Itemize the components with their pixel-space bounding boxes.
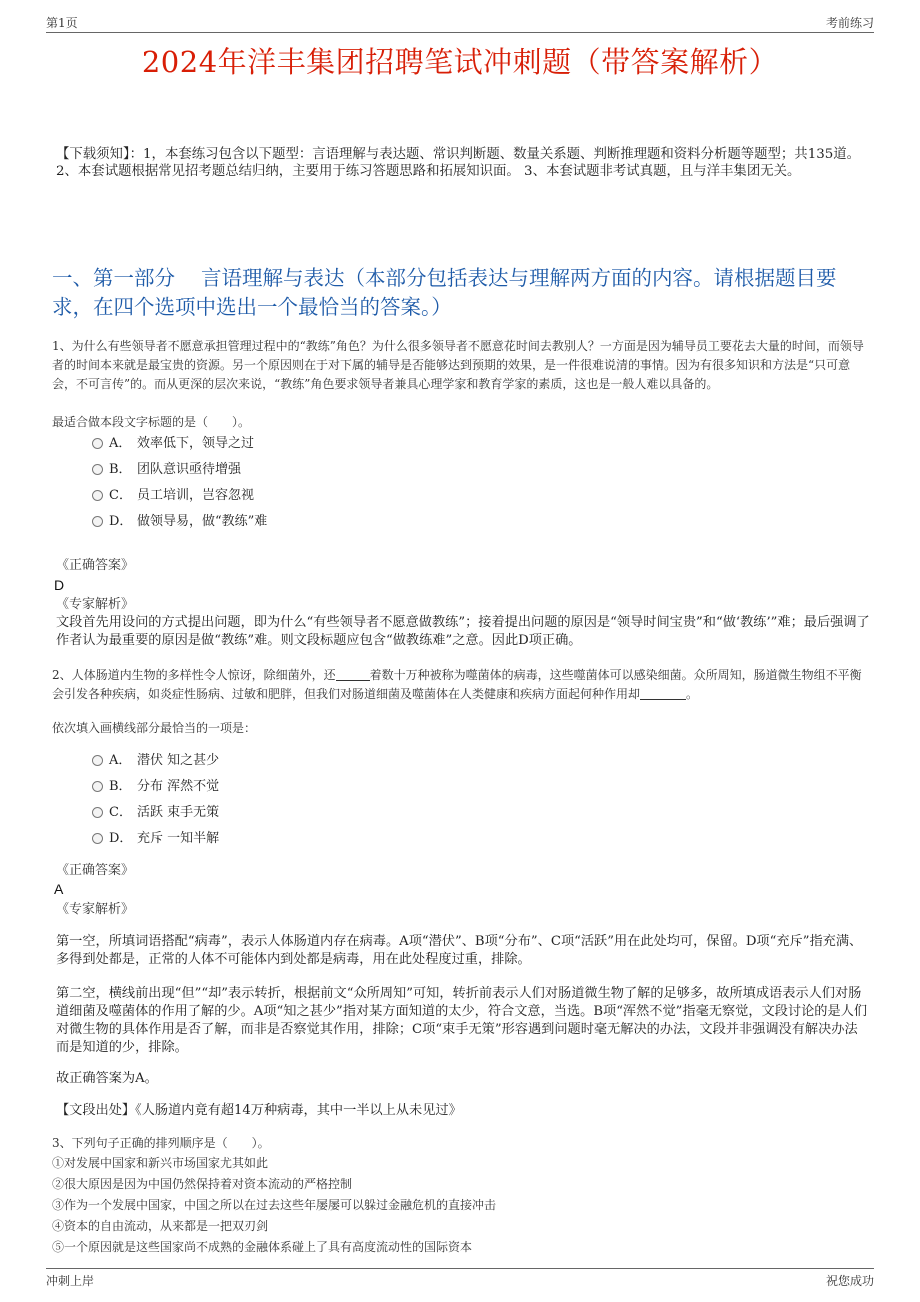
- q1-options: [92, 431, 492, 535]
- q3-sentence-3: ③作为一个发展中国家，中国之所以在过去这些年屡屡可以躲过金融危机的直接冲击: [52, 1198, 497, 1212]
- radio-icon[interactable]: [92, 807, 103, 818]
- q3-sentence-1: ①对发展中国家和新兴市场国家尤其如此: [52, 1156, 269, 1170]
- footer-divider: [46, 1268, 874, 1269]
- footer-right: 祝您成功: [825, 1274, 874, 1288]
- q2-option-d[interactable]: D． 充斥 一知半解: [92, 826, 492, 852]
- radio-icon[interactable]: [92, 464, 103, 475]
- document-title: 2024年洋丰集团招聘笔试冲刺题（带答案解析）: [141, 45, 779, 79]
- q2-analysis-part1: 第一空，所填词语搭配“病毒”，表示人体肠道内存在病毒。A项“潜伏”、B项“分布”、C项“活跃”用在此处均可，保留。D项“充斥”指充满、多得到处都是，正常的人体不可能体内到处都是病毒，用在此处程度过重，排除。: [56, 934, 863, 967]
- fill-blank-2: [640, 687, 686, 700]
- q2-stem: 2、人体肠道内生物的多样性令人惊讶，除细菌外，还 着数十万种被称为噬菌体的病毒，这些噬菌体可以感染细菌。众所周知，肠道微生物组不平衡会引发各种疾病，如炎症性肠病、过敏和肥胖，但我们对肠道细菌及噬菌体在人类健康和疾病方面起何种作用却 。: [52, 668, 862, 701]
- q3-sentence-4: ④资本的自由流动，从来都是一把双刃剑: [52, 1219, 269, 1233]
- section-number: 一、第一部分: [52, 266, 175, 290]
- q3-sentence-5: ⑤一个原因就是这些国家尚不成熟的金融体系碰上了具有高度流动性的国际资本: [52, 1240, 473, 1254]
- q2-option-a[interactable]: A． 潜伏 知之甚少: [92, 748, 492, 774]
- radio-icon[interactable]: [92, 516, 103, 527]
- radio-icon[interactable]: [92, 438, 103, 449]
- q1-option-a[interactable]: A． 效率低下，领导之过: [92, 431, 492, 457]
- q2-conclusion: 故正确答案为A。: [56, 1071, 158, 1086]
- q3-sentence-list: [52, 1153, 870, 1258]
- page-footer: [46, 1272, 874, 1290]
- q1-answer: D: [54, 577, 65, 593]
- q3-stem: 3、下列句子正确的排列顺序是（ ）。: [52, 1136, 270, 1150]
- q2-ask: 依次填入画横线部分最恰当的一项是：: [52, 721, 257, 735]
- q2-options: [92, 748, 492, 852]
- q1-analysis: 文段首先用设问的方式提出问题，即为什么“有些领导者不愿意做教练”；接着提出问题的原因是“领导时间宝贵”和“做‘教练’”难；最后强调了作者认为最重要的原因是做“教练”难。则文段标题应包含“做教练难”之意。因此D项正确。: [56, 615, 870, 648]
- radio-icon[interactable]: [92, 755, 103, 766]
- q1-answer-label: 《正确答案》: [56, 558, 135, 573]
- q1-option-c[interactable]: C． 员工培训，岂容忽视: [92, 483, 492, 509]
- header-category: 考前练习: [825, 16, 874, 30]
- header-divider: [46, 32, 874, 33]
- q1-analysis-label: 《专家解析》: [56, 597, 135, 612]
- radio-icon[interactable]: [92, 781, 103, 792]
- page-number: 第1页: [46, 16, 78, 30]
- radio-icon[interactable]: [92, 833, 103, 844]
- q1-ask: 最适合做本段文字标题的是（ ）。: [52, 415, 251, 429]
- q2-option-c[interactable]: C． 活跃 束手无策: [92, 800, 492, 826]
- q2-option-b[interactable]: B． 分布 浑然不觉: [92, 774, 492, 800]
- q1-stem: 1、为什么有些领导者不愿意承担管理过程中的“教练”角色？为什么很多领导者不愿意花时间去教别人？一方面是因为辅导员工要花去大量的时间，而领导者的时间本来就是最宝贵的资源。另一个原因则在于对下属的辅导是否能够达到预期的效果，是一件很难说清的事情。因为有很多知识和方法是“只可意会，不可言传”的。而从更深的层次来说，“教练”角色要求领导者兼具心理学家和教育学家的素质，这也是一般人难以具备的。: [52, 339, 864, 391]
- section-heading: [52, 264, 870, 322]
- footer-left: 冲刺上岸: [46, 1274, 95, 1288]
- q3-sentence-2: ②很大原因是因为中国仍然保持着对资本流动的严格控制: [52, 1177, 353, 1191]
- q2-analysis-label: 《专家解析》: [56, 902, 135, 917]
- q2-source: 【文段出处】《人肠道内竟有超14万种病毒，其中一半以上从未见过》: [56, 1103, 462, 1118]
- download-notice: 【下载须知】：1，本套练习包含以下题型：言语理解与表达题、常识判断题、数量关系题、判断推理题和资料分析题等题型；共135道。 2、本套试题根据常见招考题总结归纳，主要用于练习答题思路和拓展知识面。 3、本套试题非考试真题，且与洋丰集团无关。: [56, 147, 861, 179]
- q2-answer-label: 《正确答案》: [56, 863, 135, 878]
- q2-answer: A: [54, 881, 64, 897]
- radio-icon[interactable]: [92, 490, 103, 501]
- q1-option-d[interactable]: D． 做领导易，做“教练”难: [92, 509, 492, 535]
- section-title: 言语理解与表达（本部分包括表达与理解两方面的内容。请根据题目要求，在四个选项中选出一个最恰当的答案。）: [52, 266, 837, 319]
- page-header: [46, 14, 874, 32]
- q2-analysis-part2: 第二空，横线前出现“但”“却”表示转折，根据前文“众所周知”可知，转折前表示人们对肠道微生物了解的足够多，故所填成语表示人们对肠道细菌及噬菌体的作用了解的少。A项“知之甚少”指对某方面知道的太少，符合文意，当选。B项“浑然不觉”指毫无察觉，文段讨论的是人们对微生物的具体作用是否了解，而非是否察觉其作用，排除；C项“束手无策”形容遇到问题时毫无解决的办法，文段并非强调没有解决办法而是知道的少，排除。: [56, 986, 868, 1055]
- fill-blank-1: [336, 668, 370, 681]
- q1-option-b[interactable]: B． 团队意识亟待增强: [92, 457, 492, 483]
